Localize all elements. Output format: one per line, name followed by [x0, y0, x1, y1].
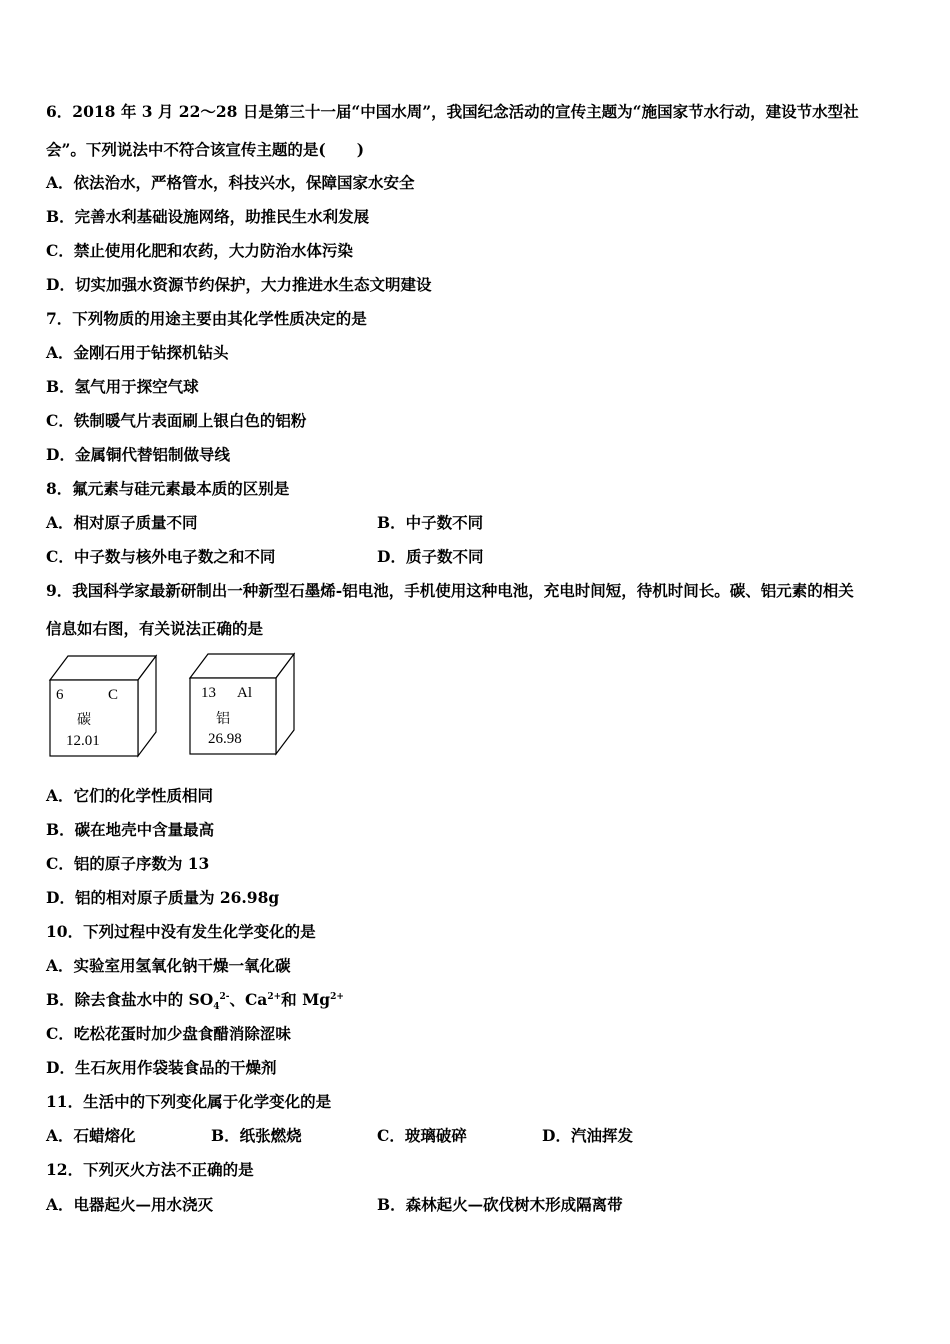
- q9-option-b: B．碳在地壳中含量最高: [46, 820, 215, 839]
- q11-option-b: B．纸张燃烧: [211, 1126, 302, 1145]
- q10-option-b: [46, 990, 344, 1013]
- q10-option-d: D．生石灰用作袋装食品的干燥剂: [46, 1058, 277, 1077]
- q10-option-b-sup3: 2+: [330, 991, 344, 1002]
- q9-option-c: C．铝的原子序数为 13: [46, 854, 210, 873]
- q11-option-d: D．汽油挥发: [542, 1126, 633, 1145]
- aluminum-atomic-number: 13: [201, 685, 216, 701]
- q12-option-b: B．森林起火—砍伐树木形成隔离带: [377, 1195, 623, 1214]
- aluminum-symbol: Al: [237, 685, 252, 701]
- q11-stem: 11．生活中的下列变化属于化学变化的是: [46, 1092, 332, 1111]
- carbon-atomic-number: 6: [56, 687, 64, 703]
- q7-option-d: D．金属铜代替铝制做导线: [46, 445, 230, 464]
- q7-stem: 7．下列物质的用途主要由其化学性质决定的是: [46, 309, 367, 328]
- q6-stem-line1: 6．2018 年 3 月 22～28 日是第三十一届“中国水周”，我国纪念活动的宣传主题为“施国家节水行动，建设节水型社: [46, 102, 859, 121]
- q9-stem-line2: 信息如右图，有关说法正确的是: [46, 619, 264, 638]
- q7-option-b: B．氢气用于探空气球: [46, 377, 199, 396]
- q8-option-a: A．相对原子质量不同: [46, 513, 198, 532]
- q9-stem-line1: 9．我国科学家最新研制出一种新型石墨烯-铝电池，手机使用这种电池，充电时间短，待机时间长。碳、铝元素的相关: [46, 581, 854, 600]
- carbon-element-card: [44, 652, 164, 762]
- q10-option-a: A．实验室用氢氧化钠干燥一氧化碳: [46, 956, 291, 975]
- q10-option-b-and: 和 Mg: [281, 990, 331, 1009]
- carbon-name: 碳: [77, 712, 91, 728]
- q6-option-a: A．依法治水，严格管水，科技兴水，保障国家水安全: [46, 173, 415, 192]
- carbon-card-outline: [44, 652, 164, 762]
- q7-option-c: C．铁制暖气片表面刷上银白色的铝粉: [46, 411, 307, 430]
- carbon-symbol: C: [108, 687, 119, 703]
- aluminum-mass: 26.98: [208, 731, 242, 747]
- q6-option-d: D．切实加强水资源节约保护，大力推进水生态文明建设: [46, 275, 432, 294]
- q8-option-b: B．中子数不同: [377, 513, 484, 532]
- q9-option-d: D．铝的相对原子质量为 26.98g: [46, 888, 280, 907]
- q8-option-c: C．中子数与核外电子数之和不同: [46, 547, 276, 566]
- aluminum-name: 铝: [216, 711, 230, 727]
- q6-option-b: B．完善水利基础设施网络，助推民生水利发展: [46, 207, 370, 226]
- carbon-mass: 12.01: [66, 733, 100, 749]
- aluminum-card-outline: [184, 650, 304, 760]
- q10-option-c: C．吃松花蛋时加少盘食醋消除涩味: [46, 1024, 291, 1043]
- q7-option-a: A．金刚石用于钻探机钻头: [46, 343, 229, 362]
- q6-option-c: C．禁止使用化肥和农药，大力防治水体污染: [46, 241, 353, 260]
- q10-option-b-mid: 、Ca: [229, 990, 268, 1009]
- q11-option-a: A．石蜡熔化: [46, 1126, 136, 1145]
- q11-option-c: C．玻璃破碎: [377, 1126, 467, 1145]
- q10-stem: 10．下列过程中没有发生化学变化的是: [46, 922, 316, 941]
- q10-option-b-prefix: B．除去食盐水中的 SO: [46, 990, 214, 1009]
- q10-option-b-sup2: 2+: [267, 991, 282, 1002]
- q10-option-b-sub: 4: [213, 1002, 220, 1013]
- q8-stem: 8．氟元素与硅元素最本质的区别是: [46, 479, 290, 498]
- q8-option-d: D．质子数不同: [377, 547, 484, 566]
- aluminum-element-card: [184, 650, 304, 760]
- q12-stem: 12．下列灭火方法不正确的是: [46, 1160, 254, 1179]
- q6-stem-line2: 会”。下列说法中不符合该宣传主题的是( ): [46, 140, 365, 159]
- q10-option-b-sup1: 2-: [219, 991, 230, 1002]
- q9-option-a: A．它们的化学性质相同: [46, 786, 214, 805]
- q12-option-a: A．电器起火—用水浇灭: [46, 1195, 214, 1214]
